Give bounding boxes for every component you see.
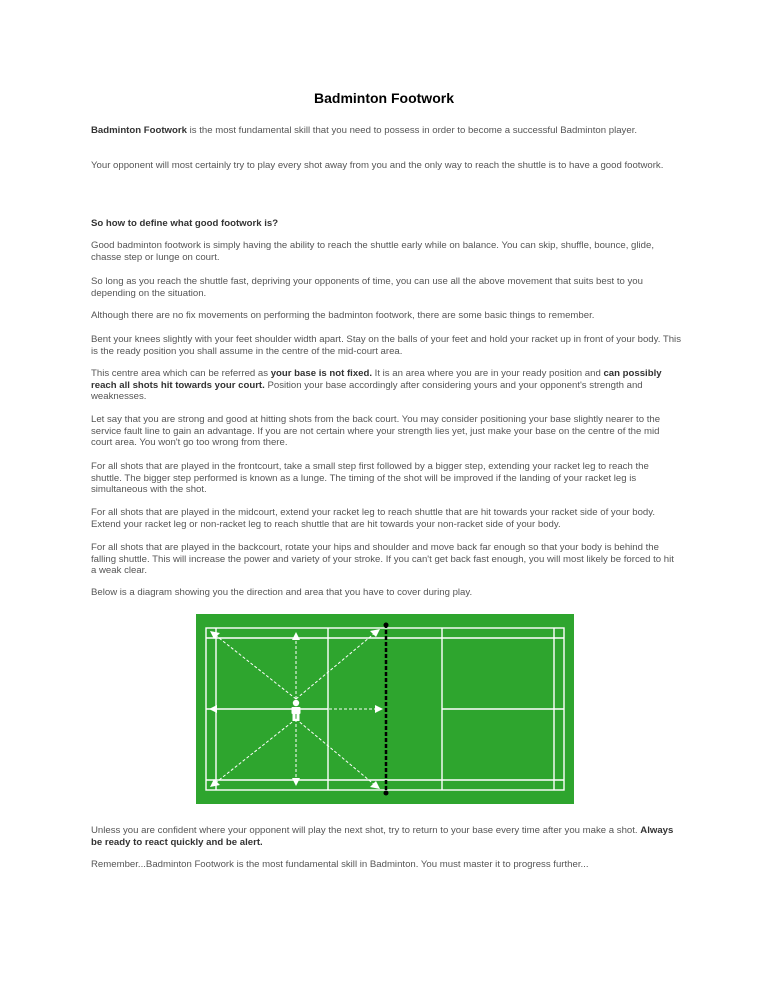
paragraph-backcourt: For all shots that are played in the backcourt, rotate your hips and shoulder and move back far enough so that your body is behind the falling shuttle. This will increase the power and variety of your stroke. If you can't get back fast enough, you will most likely be forced to hit a weak clear.: [91, 542, 674, 577]
paragraph-opponent: Your opponent will most certainly try to play every shot away from you and the only way to reach the shuttle is to have a good footwork.: [91, 160, 664, 171]
intro-bold: Badminton Footwork: [91, 125, 187, 136]
return-text: Unless you are confident where your opponent will play the next shot, try to return to your base every time after you make a shot.: [91, 825, 641, 836]
paragraph-return-base: [91, 825, 681, 848]
paragraph-intro: [91, 125, 681, 137]
paragraph-remember: Remember...Badminton Footwork is the most fundamental skill in Badminton. You must master it to progress further...: [91, 859, 589, 870]
section-heading: So how to define what good footwork is?: [91, 218, 279, 229]
paragraph-backcourt-strength: Let say that you are strong and good at hitting shots from the back court. You may consider positioning your base slightly nearer to the service fault line to gain an advantage. If you are not certain where your strength lies yet, just make your base on the centre of the mid court area. You won't go too wrong from there.: [91, 414, 661, 449]
page-title: Badminton Footwork: [314, 90, 454, 106]
base-bold-1: your base is not fixed.: [270, 368, 373, 379]
paragraph-definition: Good badminton footwork is simply having the ability to reach the shuttle early while on balance. You can skip, shuffle, bounce, glide, chasse step or lunge on court.: [91, 240, 654, 263]
court-diagram: [196, 614, 574, 804]
base-bold-2: can possibly reach all shots hit towards your court.: [91, 368, 662, 391]
paragraph-frontcourt: For all shots that are played in the frontcourt, take a small step first followed by a bigger step, extending your racket leg to reach the shuttle. The bigger step performed is known as a lunge. The timing of the shot will be improved if the landing of your racket leg is simultaneous with the shot.: [91, 461, 649, 496]
paragraph-diagram-intro: Below is a diagram showing you the direction and area that you have to cover during play.: [91, 587, 473, 598]
net-post-bottom: [384, 791, 389, 796]
paragraph-reach: So long as you reach the shuttle fast, depriving your opponents of time, you can use all the above movement that suits best to you depending on the situation.: [91, 276, 643, 299]
intro-text: is the most fundamental skill that you need to possess in order to become a successful Badminton player.: [186, 125, 638, 136]
base-text-c: It is an area where you are in your ready position and: [372, 368, 604, 379]
paragraph-midcourt: For all shots that are played in the midcourt, extend your racket leg to reach shuttle that are hit towards your racket side of your body. Extend your racket leg or non-racket leg to reach shuttle that are hit towards your non-racket side of your body.: [91, 507, 656, 530]
return-bold: Always be ready to react quickly and be alert.: [91, 825, 674, 848]
paragraph-ready-position: Bent your knees slightly with your feet shoulder width apart. Stay on the balls of your feet and hold your racket up in front of your body. This is the ready position you shall assume in the centre of the mid-court area.: [91, 334, 681, 357]
base-text-a: This centre area which can be referred as: [91, 368, 271, 379]
net-post-top: [384, 623, 389, 628]
paragraph-basics: Although there are no fix movements on performing the badminton footwork, there are some basic things to remember.: [91, 310, 595, 321]
base-text-d: Position your base accordingly after considering yours and your opponent's strength and weaknesses.: [91, 379, 643, 403]
paragraph-base: [91, 368, 681, 403]
